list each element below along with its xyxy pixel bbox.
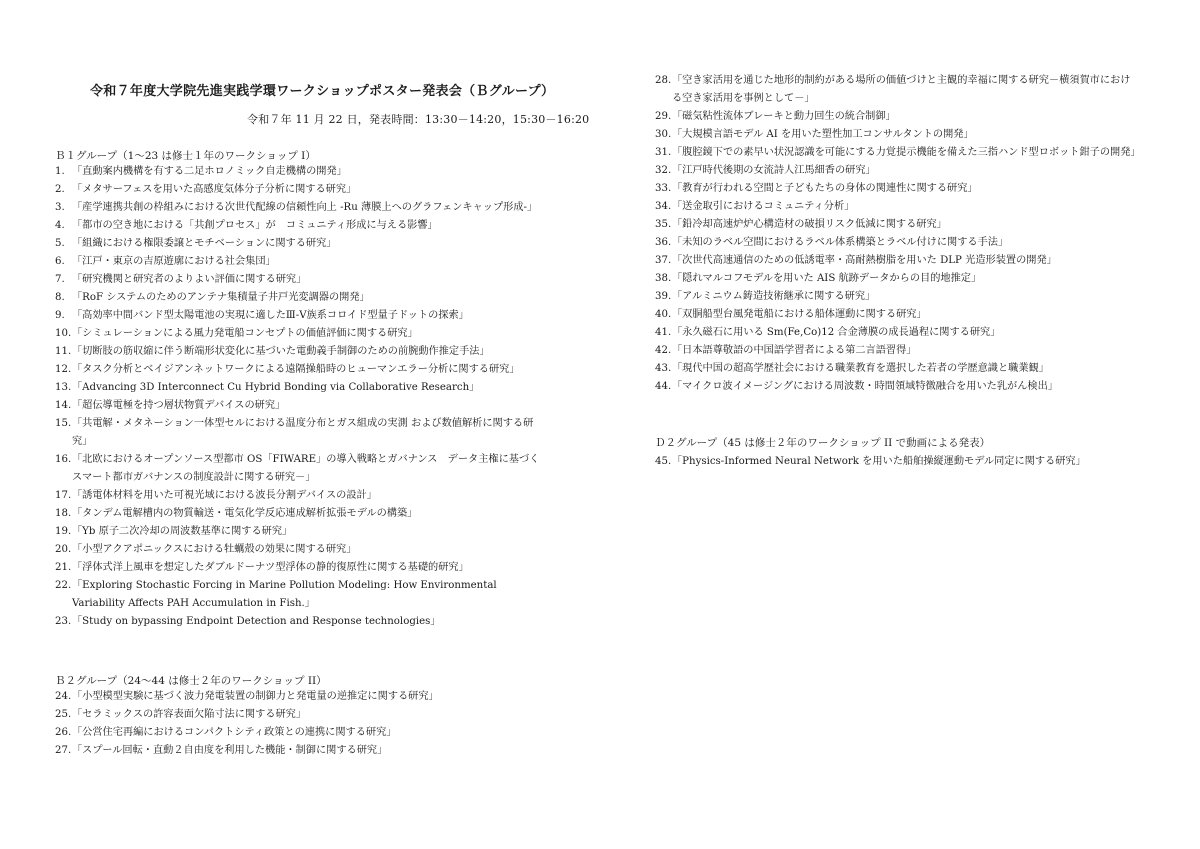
- item-title: 「日本語尊敬語の中国語学習者による第二言語習得」: [672, 345, 917, 356]
- item-number: 6.: [55, 256, 65, 267]
- item-number: 38.: [655, 273, 672, 284]
- list-item: [655, 162, 1140, 180]
- list-item: [55, 688, 545, 706]
- list-item: [55, 541, 545, 559]
- list-item: [55, 523, 545, 541]
- group-b2-heading: Ｂ２グループ（24～44 は修士２年のワークショップ II）: [55, 675, 327, 687]
- item-title: 「双胴船型台風発電船における船体運動に関する研究」: [672, 309, 927, 320]
- item-title: 「腹腔鏡下での素早い状況認識を可能にする力覚提示機能を備えた三指ハンド型ロボット鉗子の開発」: [672, 147, 1141, 158]
- item-number: 30.: [655, 129, 672, 140]
- list-item: [655, 270, 1140, 288]
- item-number: 4.: [55, 220, 65, 231]
- item-title: 「次世代高速通信のための低誘電率・高耐熱樹脂を用いた DLP 光造形装置の開発」: [672, 255, 1057, 266]
- item-title: 「送金取引におけるコミュニティ分析」: [672, 201, 855, 212]
- item-title: 「北欧におけるオープンソース型都市 OS「FIWARE」の導入戦略とガバナンス データ主権に基づくスマート都市ガバナンスの制度設計に関する研究－」: [72, 454, 540, 483]
- item-number: 18.: [55, 508, 72, 519]
- item-number: 19.: [55, 526, 72, 537]
- list-item: [55, 397, 545, 415]
- list-item: [55, 577, 545, 613]
- list-item: [655, 144, 1140, 162]
- list-item: [55, 613, 545, 631]
- item-title: 「磁気粘性流体ブレーキと動力回生の統合制御」: [672, 111, 896, 122]
- item-title: 「小型アクアポニックスにおける牡蠣殻の効果に関する研究」: [72, 544, 357, 555]
- list-item: [55, 487, 545, 505]
- list-item: [55, 163, 545, 181]
- list-item: [655, 234, 1140, 252]
- item-number: 29.: [655, 111, 672, 122]
- item-number: 40.: [655, 309, 672, 320]
- list-item: [55, 325, 545, 343]
- list-item: [655, 453, 1140, 471]
- item-number: 5.: [55, 238, 65, 249]
- list-item: [55, 415, 545, 451]
- item-title: 「Exploring Stochastic Forcing in Marine Pollution Modeling: How Environmental Variability Affects PAH Accumulation in Fish.」: [72, 580, 497, 609]
- item-title: 「教育が行われる空間と子どもたちの身体の関連性に関する研究」: [672, 183, 978, 194]
- list-item: [55, 361, 545, 379]
- list-item: [55, 724, 545, 742]
- list-item: [55, 235, 545, 253]
- list-item: [55, 379, 545, 397]
- list-item: [655, 360, 1140, 378]
- item-title: 「空き家活用を通じた地形的制約がある場所の価値づけと主観的幸福に関する研究－横須賀市における空き家活用を事例として－」: [672, 75, 1131, 104]
- item-title: 「研究機関と研究者のよりよい評価に関する研究」: [72, 274, 307, 285]
- group-b2-list-right: [655, 72, 1140, 396]
- list-item: [55, 706, 545, 724]
- item-number: 20.: [55, 544, 72, 555]
- list-item: [655, 198, 1140, 216]
- item-number: 44.: [655, 381, 672, 392]
- item-number: 23.: [55, 616, 72, 627]
- list-item: [55, 559, 545, 577]
- item-title: 「江戸・東京の吉原遊廓における社会集団」: [72, 256, 276, 267]
- item-title: 「Yb 原子二次冷却の周波数基準に関する研究」: [72, 526, 293, 537]
- list-item: [55, 742, 545, 760]
- item-title: 「直動案内機構を有する二足ホロノミック自走機構の開発」: [72, 166, 347, 177]
- list-item: [655, 108, 1140, 126]
- item-title: 「スプール回転・直動２自由度を利用した機能・制御に関する研究」: [72, 745, 388, 756]
- item-title: 「都市の空き地における「共創プロセス」が コミュニティ形成に与える影響」: [72, 220, 438, 231]
- item-number: 32.: [655, 165, 672, 176]
- group-b2-list-left: [55, 688, 545, 760]
- group-d2-heading: Ｄ２グループ（45 は修士２年のワークショップ II で動画による発表）: [655, 437, 991, 449]
- item-number: 16.: [55, 454, 72, 465]
- item-number: 24.: [55, 691, 72, 702]
- item-title: 「江戸時代後期の女流詩人江馬細香の研究」: [672, 165, 876, 176]
- list-item: [55, 343, 545, 361]
- item-number: 11.: [55, 346, 72, 357]
- item-number: 42.: [655, 345, 672, 356]
- list-item: [655, 72, 1140, 108]
- item-number: 37.: [655, 255, 672, 266]
- item-number: 21.: [55, 562, 72, 573]
- list-item: [55, 199, 545, 217]
- item-number: 35.: [655, 219, 672, 230]
- item-title: 「小型模型実験に基づく波力発電装置の制御力と発電量の逆推定に関する研究」: [72, 691, 439, 702]
- item-number: 9.: [55, 310, 65, 321]
- item-title: 「産学連携共創の枠組みにおける次世代配線の信頼性向上 -Ru 薄膜上へのグラフェンキャップ形成-」: [72, 202, 538, 213]
- item-number: 7.: [55, 274, 65, 285]
- list-item: [55, 181, 545, 199]
- list-item: [655, 126, 1140, 144]
- item-number: 15.: [55, 418, 72, 429]
- item-number: 33.: [655, 183, 672, 194]
- item-title: 「メタサーフェスを用いた高感度気体分子分析に関する研究」: [72, 184, 357, 195]
- list-item: [655, 216, 1140, 234]
- item-title: 「公営住宅再編におけるコンパクトシティ政策との連携に関する研究」: [72, 727, 397, 738]
- item-title: 「鉛冷却高速炉炉心構造材の破損リスク低減に関する研究」: [672, 219, 947, 230]
- item-title: 「隠れマルコフモデルを用いた AIS 航跡データからの目的地推定」: [672, 273, 982, 284]
- item-number: 28.: [655, 75, 672, 86]
- item-title: 「タスク分析とベイジアンネットワークによる遠隔操船時のヒューマンエラー分析に関する研究」: [72, 364, 520, 375]
- item-title: 「浮体式洋上風車を想定したダブルドーナツ型浮体の静的復原性に関する基礎的研究」: [72, 562, 469, 573]
- item-number: 17.: [55, 490, 72, 501]
- item-number: 34.: [655, 201, 672, 212]
- item-number: 39.: [655, 291, 672, 302]
- item-title: 「切断肢の筋収縮に伴う断端形状変化に基づいた電動義手制御のための前腕動作推定手法」: [72, 346, 490, 357]
- item-number: 26.: [55, 727, 72, 738]
- list-item: [655, 324, 1140, 342]
- item-number: 41.: [655, 327, 672, 338]
- item-number: 43.: [655, 363, 672, 374]
- list-item: [55, 253, 545, 271]
- group-b1-list: [55, 163, 545, 631]
- item-number: 36.: [655, 237, 672, 248]
- item-title: 「Advancing 3D Interconnect Cu Hybrid Bonding via Collaborative Research」: [72, 382, 480, 393]
- item-number: 10.: [55, 328, 72, 339]
- list-item: [655, 180, 1140, 198]
- item-number: 31.: [655, 147, 672, 158]
- document-subtitle: 令和７年 11 月 22 日，発表時間：13:30－14:20，15:30－16:20: [247, 113, 590, 126]
- group-d2-list: [655, 453, 1140, 471]
- list-item: [55, 217, 545, 235]
- item-number: 2.: [55, 184, 65, 195]
- item-number: 25.: [55, 709, 72, 720]
- item-title: 「シミュレーションによる風力発電船コンセプトの価値評価に関する研究」: [72, 328, 418, 339]
- list-item: [55, 505, 545, 523]
- item-number: 45.: [655, 456, 672, 467]
- document-title: 令和７年度大学院先進実践学環ワークショップポスター発表会（Ｂグループ）: [90, 84, 555, 99]
- item-number: 3.: [55, 202, 65, 213]
- list-item: [55, 451, 545, 487]
- list-item: [655, 252, 1140, 270]
- item-title: 「タンデム電解槽内の物質輸送・電気化学反応連成解析拡張モデルの構築」: [72, 508, 418, 519]
- item-title: 「大規模言語モデル AI を用いた塑性加工コンサルタントの開発」: [672, 129, 974, 140]
- item-title: 「未知のラベル空間におけるラベル体系構築とラベル付けに関する手法」: [672, 237, 1009, 248]
- item-number: 1.: [55, 166, 65, 177]
- list-item: [55, 289, 545, 307]
- item-title: 「高効率中間バンド型太陽電池の実現に適したⅢ-Ⅴ族系コロイド型量子ドットの探索」: [72, 310, 469, 321]
- item-title: 「アルミニウム鋳造技術継承に関する研究」: [672, 291, 876, 302]
- list-item: [655, 306, 1140, 324]
- item-number: 8.: [55, 292, 65, 303]
- list-item: [655, 288, 1140, 306]
- item-title: 「誘電体材料を用いた可視光域における波長分割デバイスの設計」: [72, 490, 377, 501]
- item-number: 14.: [55, 400, 72, 411]
- item-title: 「マイクロ波イメージングにおける周波数・時間領域特徴融合を用いた乳がん検出」: [672, 381, 1058, 392]
- item-title: 「セラミックスの許容表面欠陥寸法に関する研究」: [72, 709, 307, 720]
- item-title: 「永久磁石に用いる Sm(Fe,Co)12 合金薄膜の成長過程に関する研究」: [672, 327, 1001, 338]
- item-title: 「RoF システムのためのアンテナ集積量子井戸光変調器の開発」: [72, 292, 370, 303]
- list-item: [655, 378, 1140, 396]
- item-number: 12.: [55, 364, 72, 375]
- item-number: 13.: [55, 382, 72, 393]
- list-item: [655, 342, 1140, 360]
- item-title: 「組織における権限委譲とモチベーションに関する研究」: [72, 238, 337, 249]
- list-item: [55, 271, 545, 289]
- item-title: 「Study on bypassing Endpoint Detection and Response technologies」: [72, 616, 441, 627]
- list-item: [55, 307, 545, 325]
- item-title: 「超伝導電極を持つ層状物質デバイスの研究」: [72, 400, 286, 411]
- item-title: 「Physics-Informed Neural Network を用いた船舶操縦運動モデル同定に関する研究」: [672, 456, 1086, 467]
- item-title: 「現代中国の超高学歴社会における職業教育を選択した若者の学歴意識と職業観」: [672, 363, 1049, 374]
- item-number: 22.: [55, 580, 72, 591]
- item-title: 「共電解・メタネーション一体型セルにおける温度分布とガス組成の実測 および数値解析に関する研究」: [72, 418, 534, 447]
- item-number: 27.: [55, 745, 72, 756]
- group-b1-heading: Ｂ１グループ（1～23 は修士１年のワークショップ I）: [55, 150, 316, 162]
